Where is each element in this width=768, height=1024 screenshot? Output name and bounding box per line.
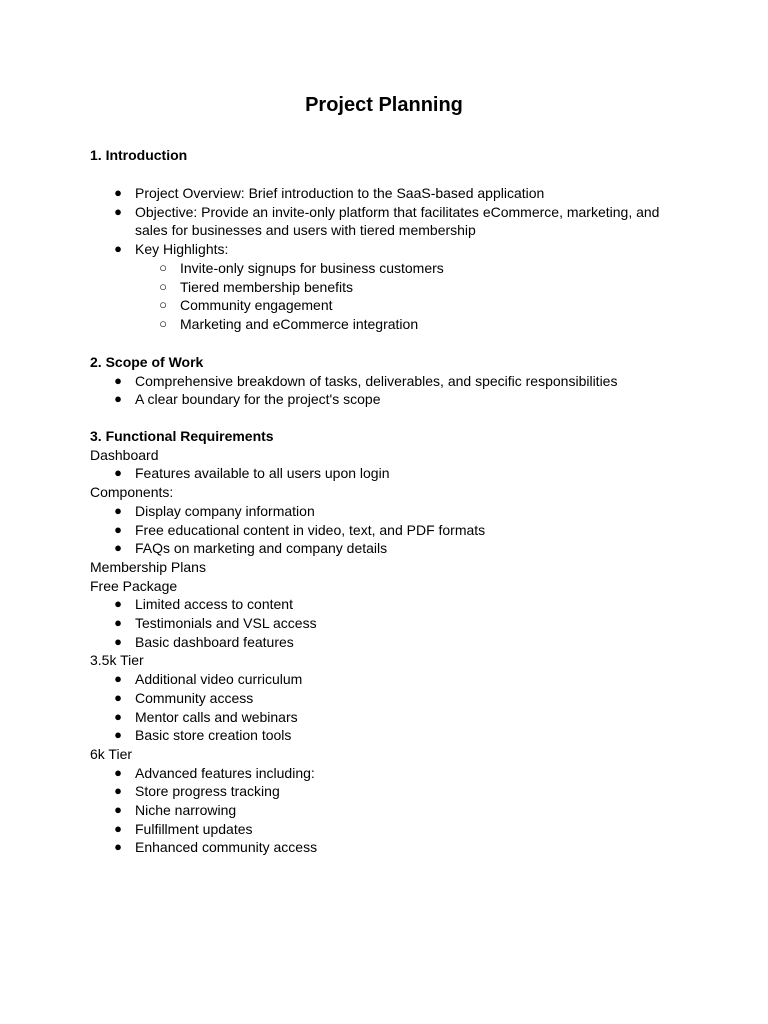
- section-heading: 2. Scope of Work: [90, 354, 204, 370]
- document-title: Project Planning: [305, 94, 463, 116]
- bullet-icon: ●: [114, 708, 122, 724]
- list-item: ● Enhanced community access: [90, 838, 680, 857]
- bullet-icon: ●: [114, 783, 122, 799]
- bullet-icon: ●: [114, 540, 122, 556]
- list-item: ● Free educational content in video, text, and PDF formats: [90, 521, 680, 540]
- list-item: ● Community access: [90, 689, 680, 708]
- hollow-bullet-icon: ○: [159, 278, 167, 294]
- section-heading: 1. Introduction: [90, 147, 188, 163]
- bullet-icon: ●: [114, 802, 122, 818]
- list-item: ● A clear boundary for the project's scope: [90, 390, 680, 409]
- section-introduction: [90, 146, 680, 165]
- list-item: ● Testimonials and VSL access: [90, 614, 680, 633]
- list-item: ● Mentor calls and webinars: [90, 708, 680, 727]
- list-item: ● Basic dashboard features: [90, 633, 680, 652]
- subsection-label: Components:: [90, 484, 174, 501]
- bullet-icon: ●: [114, 764, 122, 780]
- hollow-bullet-icon: ○: [159, 315, 167, 331]
- bullet-icon: ●: [114, 241, 122, 257]
- bullet-icon: ●: [114, 671, 122, 687]
- sub-list-item: ○ Invite-only signups for business customers: [90, 259, 680, 278]
- bullet-icon: ●: [114, 372, 122, 388]
- subsection-label: Membership Plans: [90, 558, 206, 575]
- list-item: ● Limited access to content: [90, 595, 680, 614]
- list-item: ● Key Highlights:: [90, 240, 680, 259]
- sub-list-item: ○ Tiered membership benefits: [90, 278, 680, 297]
- bullet-icon: ●: [114, 521, 122, 537]
- bullet-icon: ●: [114, 689, 122, 705]
- bullet-icon: ●: [114, 391, 122, 407]
- bullet-icon: ●: [114, 203, 122, 219]
- subsection-label: Dashboard: [90, 446, 159, 463]
- sub-list-item: ○ Marketing and eCommerce integration: [90, 315, 680, 334]
- list-item: ● Advanced features including:: [90, 764, 680, 783]
- list-item: ● Comprehensive breakdown of tasks, deliverables, and specific responsibilities: [90, 372, 680, 391]
- section-heading: 3. Functional Requirements: [90, 428, 274, 444]
- list-item: ● Features available to all users upon login: [90, 464, 680, 483]
- list-item: ● Objective: Provide an invite-only platform that facilitates eCommerce, marketing, and sales for businesses and users with tiered membership: [90, 203, 680, 240]
- list-item: ● Fulfillment updates: [90, 820, 680, 839]
- bullet-icon: ●: [114, 185, 122, 200]
- section-functional-requirements: [90, 427, 680, 857]
- subsection-label: 6k Tier: [90, 745, 133, 762]
- list-item: ● Project Overview: Brief introduction to the SaaS-based application: [90, 184, 680, 203]
- bullet-icon: ●: [114, 839, 122, 855]
- sub-list-item: ○ Community engagement: [90, 296, 680, 315]
- subsection-label: Free Package: [90, 577, 178, 594]
- list-item: ● Basic store creation tools: [90, 726, 680, 745]
- list-item: ● Store progress tracking: [90, 782, 680, 801]
- list-item: ● Display company information: [90, 502, 680, 521]
- list-item: ● FAQs on marketing and company details: [90, 539, 680, 558]
- bullet-icon: ●: [114, 727, 122, 743]
- section-scope: [90, 353, 680, 409]
- bullet-icon: ●: [114, 615, 122, 631]
- bullet-icon: ●: [114, 502, 122, 518]
- bullet-icon: ●: [114, 596, 122, 612]
- bullet-icon: ●: [114, 820, 122, 836]
- introduction-list: [90, 184, 680, 334]
- subsection-label: 3.5k Tier: [90, 652, 144, 669]
- bullet-icon: ●: [114, 633, 122, 649]
- hollow-bullet-icon: ○: [159, 297, 167, 313]
- bullet-icon: ●: [114, 465, 122, 481]
- hollow-bullet-icon: ○: [159, 259, 167, 275]
- list-item: ● Niche narrowing: [90, 801, 680, 820]
- list-item: ● Additional video curriculum: [90, 670, 680, 689]
